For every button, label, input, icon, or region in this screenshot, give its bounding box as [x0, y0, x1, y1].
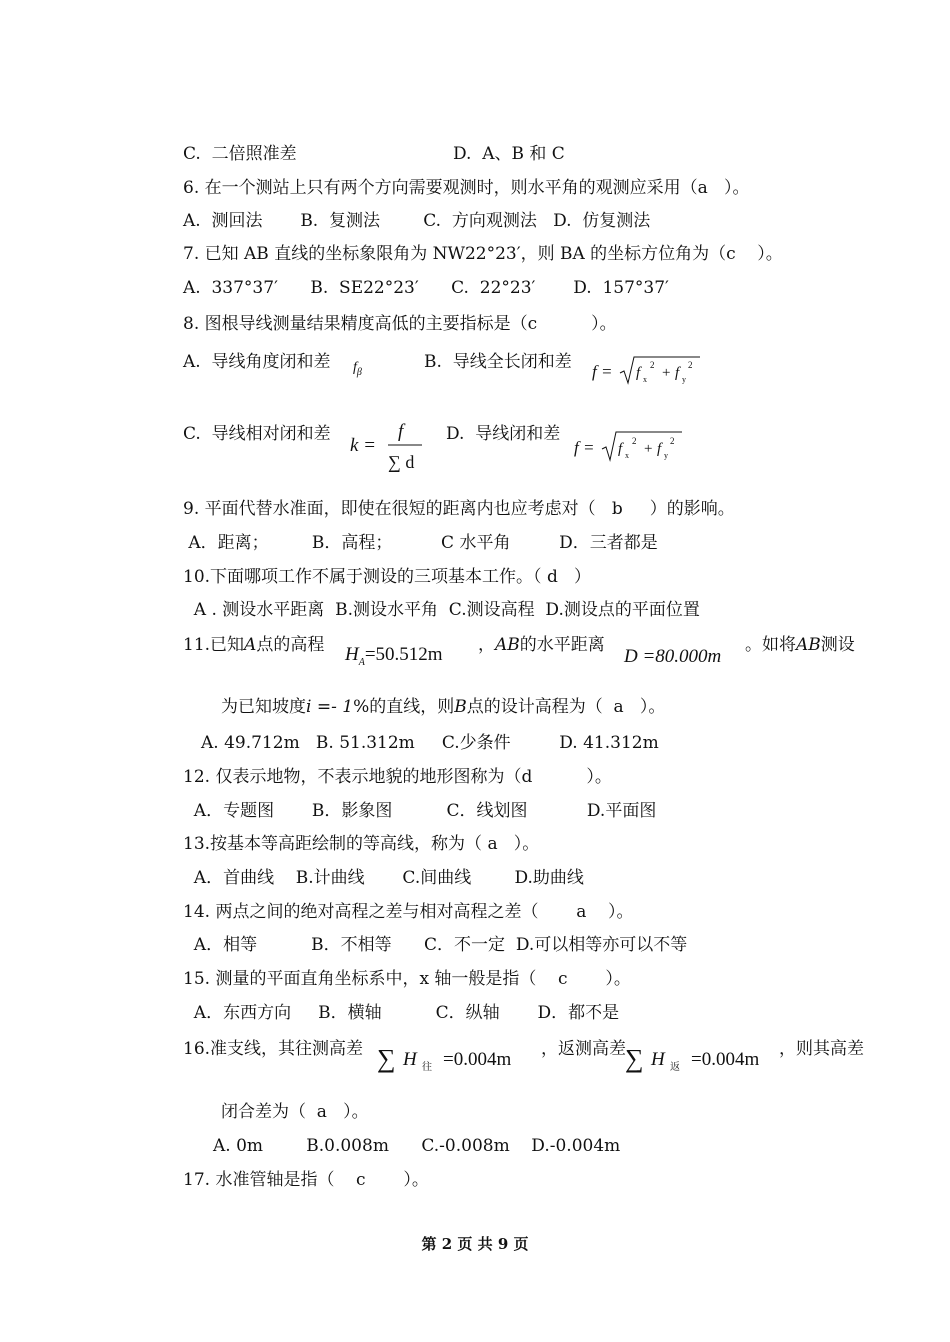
formula-d: D =80.000m: [624, 646, 722, 667]
svg-text:往: 往: [422, 1062, 432, 1073]
svg-text:∑: ∑: [377, 1044, 396, 1073]
question-9: 9. 平面代替水准面，即使在很短的距离内也应考虑对（ b ）的影响。: [183, 499, 735, 519]
svg-text:=0.004m: =0.004m: [443, 1049, 512, 1070]
question-13-options: A．首曲线 B.计曲线 C.间曲线 D.助曲线: [183, 868, 584, 888]
svg-text:∑ d: ∑ d: [388, 452, 415, 472]
svg-text:f: f: [657, 441, 662, 457]
question-16-line-2: 闭合差为（ a ）。: [221, 1102, 369, 1122]
line-q5-option-d: D. A、B 和 C: [453, 144, 565, 164]
question-15: 15. 测量的平面直角坐标系中，x 轴一般是指（ c ）。: [183, 969, 631, 989]
svg-text:2: 2: [670, 436, 675, 446]
svg-text:H: H: [651, 1049, 665, 1070]
formula-f-beta: $f_\beta$: [353, 360, 362, 378]
formula-k-ratio: [350, 418, 430, 479]
svg-text:x: x: [643, 375, 647, 384]
line-q5-option-c: C. 二倍照准差: [183, 144, 297, 164]
question-6-options: A. 测回法 B. 复测法 C. 方向观测法 D. 仿复测法: [183, 211, 651, 231]
question-8-option-d: D. 导线闭和差: [446, 424, 561, 444]
formula-f-total: [592, 353, 702, 392]
question-7-options: A. 337°37′ B. SE22°23′ C. 22°23′ D. 157°37′: [183, 278, 669, 298]
question-6: 6. 在一个测站上只有两个方向需要观测时，则水平角的观测应采用（a ）。: [183, 178, 750, 198]
svg-text:2: 2: [650, 360, 655, 370]
question-13: 13.按基本等高距绘制的等高线，称为（ a ）。: [183, 834, 540, 854]
question-9-options: A．距离； B．高程； C 水平角 D．三者都是: [183, 533, 658, 553]
svg-text:返: 返: [670, 1062, 680, 1073]
question-12-options: A．专题图 B．影象图 C．线划图 D.平面图: [183, 801, 657, 821]
svg-text:f: f: [618, 441, 623, 457]
svg-text:H: H: [403, 1049, 417, 1070]
question-17: 17. 水准管轴是指（ c ）。: [183, 1170, 429, 1190]
svg-text:∑: ∑: [625, 1044, 644, 1073]
question-15-options: A．东西方向 B．横轴 C．纵轴 D．都不是: [183, 1003, 620, 1023]
svg-text:f: f: [675, 365, 680, 381]
page-footer: 第 2 页 共 9 页: [421, 1235, 529, 1253]
question-16-tail: ，则其高差: [779, 1039, 864, 1059]
sqrt-formula-d: [574, 428, 684, 464]
sum-return-svg: [625, 1040, 785, 1076]
question-7: 7. 已知 AB 直线的坐标象限角为 NW22°23′，则 BA 的坐标方位角为（c ）。: [183, 244, 783, 264]
svg-text:x: x: [625, 451, 629, 460]
question-10: 10.下面哪项工作不属于测设的三项基本工作。（ d ）: [183, 567, 592, 587]
svg-text:+: +: [644, 441, 653, 457]
svg-text:y: y: [682, 375, 686, 384]
svg-text:f: f: [636, 365, 641, 381]
question-11-options: A. 49.712m B. 51.312m C.少条件 D. 41.312m: [201, 733, 659, 753]
formula-ha: $H_A=50.512m$: [345, 644, 443, 668]
svg-text:2: 2: [632, 436, 637, 446]
svg-text:f =: f =: [592, 362, 613, 381]
question-14-options: A．相等 B．不相等 C．不一定 D.可以相等亦可以不等: [183, 935, 688, 955]
sum-forward-svg: [377, 1040, 537, 1076]
question-11-line-1: 11.已知A点的高程: [183, 635, 325, 655]
question-8-option-c: C. 导线相对闭和差: [183, 424, 331, 444]
formula-sum-h-return: [625, 1040, 785, 1081]
question-10-options: A . 测设水平距离 B.测设水平角 C.测设高程 D.测设点的平面位置: [183, 600, 700, 620]
question-16-line-1: 16.准支线，其往测高差: [183, 1039, 364, 1059]
svg-text:k =: k =: [350, 435, 377, 456]
question-11-tail: 。如将AB测设: [745, 635, 855, 655]
question-14: 14. 两点之间的绝对高程之差与相对高程之差（ a ）。: [183, 902, 634, 922]
svg-text:f: f: [398, 421, 404, 442]
svg-text:2: 2: [688, 360, 693, 370]
question-12: 12. 仅表示地物，不表示地貌的地形图称为（d ）。: [183, 767, 612, 787]
sqrt-formula-b: [592, 353, 702, 387]
svg-text:y: y: [664, 451, 668, 460]
svg-text:f =: f =: [574, 438, 595, 457]
formula-f-closure: [574, 428, 684, 469]
formula-sum-h-forward: [377, 1040, 537, 1081]
question-8-option-b: B. 导线全长闭和差: [424, 352, 572, 372]
question-11-ab-distance: ，AB的水平距离: [478, 635, 605, 655]
question-8: 8. 图根导线测量结果精度高低的主要指标是（c ）。: [183, 314, 617, 334]
question-16-options: A. 0m B.0.008m C.-0.008m D.-0.004m: [213, 1136, 621, 1156]
svg-text:+: +: [662, 365, 671, 381]
fraction-formula-c: [350, 418, 430, 474]
question-11-line-2: 为已知坡度i =- 1%的直线，则B点的设计高程为（ a ）。: [221, 697, 666, 717]
question-8-option-a: A. 导线角度闭和差: [183, 352, 331, 372]
svg-text:=0.004m: =0.004m: [691, 1049, 760, 1070]
question-16-return: ，返测高差: [541, 1039, 626, 1059]
